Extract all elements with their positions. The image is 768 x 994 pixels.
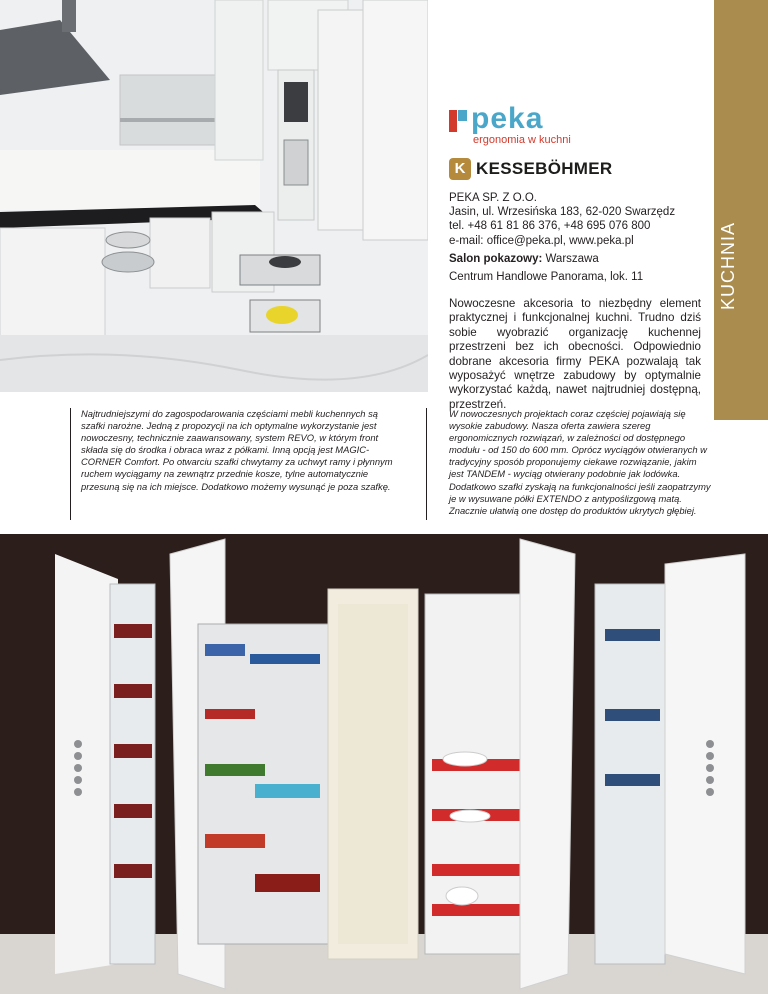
caption-right: W nowoczesnych projektach coraz częściej pojawiają się wysokie zabudowy. Nasza oferta zawiera szereg ergonomicznych rozwiązań, w zależności od dostępnego modułu - od 150 do 600 mm. Oprócz wyciągów otwieranych w tradycyjny sposób proponujemy ciekawe rozwiązanie, jakim jest TANDEM - wyciąg otwierany podobnie jak lodówka. Dodatkowo szafki zyskają na funkcjonalności jeśli zaopatrzymy je w wysuwane półki EXTENDO z antypoślizgową matą. Znacznie ułatwią one dostęp do produktów ukrytych głębiej. [449, 408, 711, 516]
peka-logo-icon [449, 110, 467, 132]
showroom-label: Salon pokazowy: [449, 252, 543, 265]
caption-left: Najtrudniejszymi do zagospodarowania częściami mebli kuchennych są szafki narożne. Jedną z propozycji na ich optymalne wykorzystanie jest nowoczesny, technicznie zaawansowany, system REVO, w którym front składa się do środka i obraca wraz z półkami. Inną opcją jest MAGIC-CORNER Comfort. Po otwarciu szafki chwytamy za uchwyt ramy i płynnym ruchem wyciągamy na zewnątrz przednie kosze, tylne automatycznie przesuną się na ich miejsce. Dodatkowo możemy wysunąć je poza szafkę. [81, 408, 393, 492]
company-name: PEKA SP. Z O.O. [449, 192, 537, 204]
showroom-city: Warszawa [542, 252, 599, 265]
company-phone: tel. +48 61 81 86 376, +48 695 076 800 [449, 220, 651, 233]
kessebohmer-logo [449, 158, 613, 184]
company-email: e-mail: office@peka.pl, www.peka.pl [449, 234, 634, 247]
kessebohmer-logo-icon: K [449, 158, 471, 180]
kitchen-corner-photo [0, 0, 428, 392]
showroom-place: Centrum Handlowe Panorama, lok. 11 [449, 271, 644, 284]
peka-wordmark: peka [471, 102, 544, 135]
showroom-line [449, 252, 709, 266]
peka-logo [449, 102, 579, 158]
peka-tagline: ergonomia w kuchni [473, 134, 571, 146]
contact-info [449, 191, 709, 284]
kessebohmer-wordmark: KESSEBÖHMER [476, 159, 613, 178]
caption-left-rule [70, 408, 71, 520]
intro-paragraph: Nowoczesne akcesoria to niezbędny element praktycznej i funkcjonalnej kuchni. Trudno dziś sobie wyobrazić organizację kuchennej przestrzeni bez ich obecności. Odpowiednio dobrane akcesoria firmy PEKA pozwalają tak wyposażyć wnętrze zabudowy by optymalnie wykorzystać każdą, nawet najtrudniej dostępną, przestrzeń. [449, 297, 701, 411]
pantry-pullout-photo [0, 534, 768, 994]
company-address: Jasin, ul. Wrzesińska 183, 62-020 Swarzędz [449, 206, 676, 219]
section-label: KUCHNIA [718, 221, 738, 310]
section-sidebar [714, 0, 768, 420]
caption-right-rule [426, 408, 427, 520]
